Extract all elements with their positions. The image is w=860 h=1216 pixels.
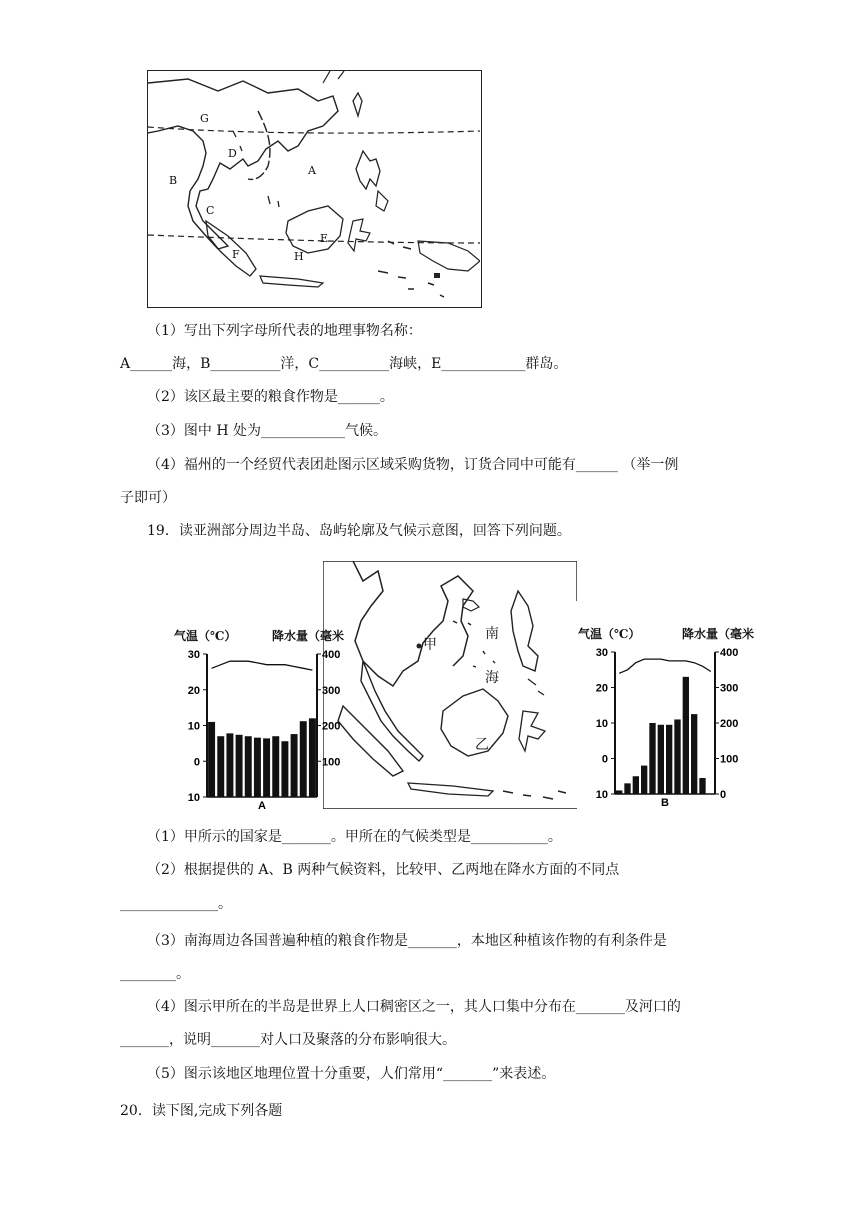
map2-label-yi: 乙 <box>475 737 489 753</box>
chart-a-ylabel-right: 降水量（毫米 <box>272 629 345 643</box>
q18-part1: （1）写出下列字母所代表的地理事物名称： <box>147 323 422 339</box>
chart-b-precip-bar <box>699 778 705 794</box>
chart-a-precip-bar <box>208 722 215 797</box>
chart-a-temp-line <box>212 661 313 670</box>
chart-a-left-tick-label: 10 <box>187 792 200 804</box>
chart-b-left-tick-label: 10 <box>595 789 608 801</box>
map1-label-b: B <box>169 174 178 187</box>
chart-b-precip-bar <box>633 776 639 794</box>
q20-title: 20．读下图,完成下列各题 <box>120 1103 283 1119</box>
chart-a-left-tick-label: 30 <box>187 649 200 661</box>
map2-label-nan: 南 <box>485 626 499 642</box>
map1-label-f: F <box>232 248 240 261</box>
q19-part2-b: ______________。 <box>120 896 232 912</box>
chart-b-right-tick-label: 200 <box>720 718 739 730</box>
chart-a-precip-bar <box>236 735 243 797</box>
chart-b-right-tick-label: 300 <box>720 682 739 695</box>
chart-b-precip-bar <box>649 723 655 794</box>
chart-b-title: B <box>661 797 669 808</box>
chart-b-precip-bar <box>616 790 622 794</box>
chart-b-precip-bar <box>624 783 630 794</box>
south-china-sea-map <box>323 561 577 809</box>
map1-label-h: H <box>294 250 304 263</box>
chart-b-precip-bar <box>691 714 697 794</box>
map1-label-e: E <box>320 232 329 245</box>
q19-part3-b: ________。 <box>120 966 190 982</box>
chart-a-plot <box>170 626 350 812</box>
q18-part4-a: （4）福州的一个经贸代表团赴图示区域采购货物，订货合同中可能有______ （举一例 <box>147 457 679 473</box>
chart-b-precip-bar <box>658 725 664 794</box>
chart-a-right-tick-label: 400 <box>322 649 341 661</box>
chart-b-precip-bar <box>666 725 672 794</box>
map1-label-g: G <box>200 112 209 125</box>
chart-a-precip-bar <box>281 741 288 797</box>
chart-a-precip-bar <box>272 736 279 797</box>
chart-b-temp-line <box>619 659 711 673</box>
chart-b-left-tick-label: 30 <box>595 647 608 659</box>
map1-label-d: D <box>228 147 237 160</box>
chart-a-precip-bar <box>245 736 252 797</box>
chart-a-precip-bar <box>254 738 261 797</box>
q19-part2-a: （2）根据提供的 A、B 两种气候资料，比较甲、乙两地在降水方面的不同点 <box>147 862 620 878</box>
map2-label-jia: 甲 <box>423 637 437 653</box>
map2-label-hai: 海 <box>485 670 499 686</box>
chart-b-left-tick-label: 10 <box>595 718 608 730</box>
map2-outline <box>323 561 577 809</box>
chart-a-precip-bar <box>300 721 307 797</box>
chart-b-right-tick-label: 0 <box>720 789 727 801</box>
chart-b-precip-bar <box>674 719 680 794</box>
map1-label-a: A <box>308 164 316 177</box>
chart-a-right-tick-label: 100 <box>322 756 341 769</box>
chart-a-ylabel-left: 气温（℃） <box>174 629 237 643</box>
chart-b-precip-bar <box>641 766 647 794</box>
chart-a-precip-bar <box>226 733 233 797</box>
chart-a-precip-bar <box>263 738 270 797</box>
q19-part4-a: （4）图示甲所在的半岛是世界上人口稠密区之一，其人口集中分布在_______及河口的 <box>147 999 681 1015</box>
chart-a-title: A <box>258 800 266 812</box>
map1-label-c: C <box>206 204 215 217</box>
q19-part1: （1）甲所示的国家是_______。甲所在的气候类型是___________。 <box>147 829 562 845</box>
chart-b-right-tick-label: 400 <box>720 647 739 659</box>
q19-part5: （5）图示该地区地理位置十分重要，人们常用“_______”来表述。 <box>147 1066 556 1082</box>
chart-a-right-tick-label: 300 <box>322 684 341 697</box>
q18-part2: （2）该区最主要的粮食作物是______。 <box>147 389 394 405</box>
chart-b-plot <box>578 622 778 808</box>
southeast-asia-map <box>147 70 482 308</box>
chart-a-right-tick-label: 200 <box>322 720 341 733</box>
chart-b-right-tick-label: 100 <box>720 753 739 766</box>
chart-a-precip-bar <box>217 736 224 797</box>
climate-chart-b <box>578 622 778 808</box>
chart-b-left-tick-label: 0 <box>601 753 608 766</box>
chart-b-ylabel-right: 降水量（毫米 <box>682 627 755 641</box>
q18-part4-b: 子即可） <box>120 490 176 506</box>
chart-a-left-tick-label: 20 <box>187 684 200 697</box>
chart-a-left-tick-label: 10 <box>187 720 200 733</box>
q19-title: 19．读亚洲部分周边半岛、岛屿轮廓及气候示意图，回答下列问题。 <box>147 523 571 539</box>
chart-a-precip-bar <box>291 734 298 797</box>
q19-part4-b: _______，说明_______对人口及聚落的分布影响很大。 <box>120 1032 456 1048</box>
q19-part3-a: （3）南海周边各国普遍种植的粮食作物是_______，本地区种植该作物的有利条件是 <box>147 933 667 949</box>
q18-part1-blanks: A______海，B__________洋，C__________海峡，E____________群岛。 <box>120 356 568 372</box>
chart-a-left-tick-label: 0 <box>193 756 200 769</box>
chart-b-left-tick-label: 20 <box>595 682 608 695</box>
chart-a-precip-bar <box>309 718 316 797</box>
chart-b-ylabel-left: 气温（℃） <box>578 627 641 641</box>
chart-b-precip-bar <box>683 677 689 794</box>
map-outline <box>148 71 480 306</box>
q18-part3: （3）图中 H 处为____________气候。 <box>147 423 388 439</box>
climate-chart-a <box>170 626 350 812</box>
